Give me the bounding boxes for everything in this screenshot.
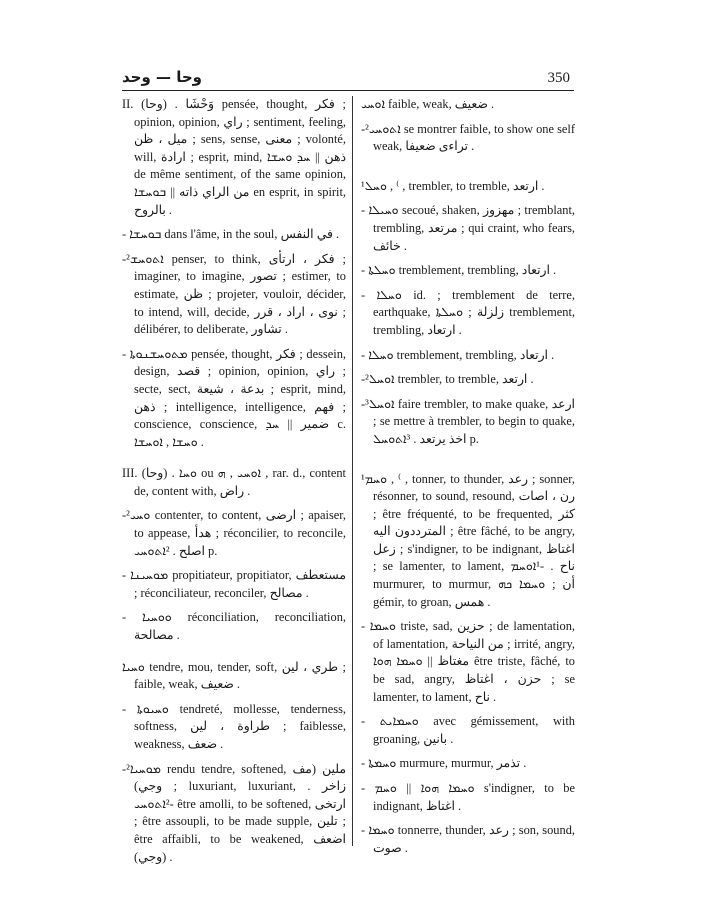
entry-murmure: - ܘܚܡܬܐ murmure, murmur, تذمر . bbox=[361, 756, 527, 771]
entry-trembler: ¹ܘܚܠ , ⁽ , trembler, to tremble, ارتعد . bbox=[361, 178, 545, 193]
column-divider bbox=[352, 96, 353, 846]
entry-s-indigner: - ܘܚܡܐ ܗܘܐ || ܘܚܡ s'indigner, to be indignant, اغتاظ . bbox=[361, 781, 575, 813]
right-column bbox=[361, 96, 575, 864]
page-header bbox=[122, 66, 574, 91]
entry-tremblement: - ܘܚܠܬܐ tremblement, trembling, ارتعاد . bbox=[361, 263, 557, 278]
entry-penser: -²ܐܬܘܚܫ penser, to think, فكر ، ارتأى ; imaginer, to imagine, تصور ; estimer, to estimate, ظن ; projeter, vouloir, décider, to intend, will, decide, نوى ، اراد ، قرر ; délibérer, to deliberate, تشاور . bbox=[122, 251, 347, 337]
entry-tonnerre: - ܘܚܡܐ tonnerre, thunder, رعد ; son, sound, صوت . bbox=[361, 823, 575, 855]
entry-content-de: III. (وحا) . ܘܚܐ ou ܐܘܚܝ , ܗ , rar. d., content de, content with, راض . bbox=[122, 466, 346, 498]
entry-tendrete: - ܘܚܝܘܬܐ tendreté, mollesse, tenderness, softness, طراوة ، لين ; faiblesse, weakness, ضعف . bbox=[122, 701, 346, 751]
entry-rendu-tendre: -²ܡܘܚܝܐ rendu tendre, softened, ملين (مف وجي) ; luxuriant, luxuriant, زاخر . -²ܐܬܘܚܝ être amolli, to be softened, ارتخى ; être assoupli, to be made supple, تلين ; être affaibli, to be weakened, اضعف (وجي) . bbox=[122, 761, 346, 864]
entry-faible: ܐܘܚܝ faible, weak, ضعيف . bbox=[361, 97, 495, 111]
left-column bbox=[122, 96, 346, 873]
entry-tonner: ¹ܘܚܡ , ⁽ , tonner, to thunder, رعد ; sonner, résonner, to sound, resound, رن ، اصات ; être fréquenté, to be frequented, كثر المترددون اليه ; être fâché, to be angry, زعل ; s'indigner, to be indignant, اغتاظ ; se lamenter, to lament, ناح . -¹ܐܘܚܡ murmurer, to murmur, أن ; ܘܚܡܐ ܟܗ gémir, to groan, همس . bbox=[361, 471, 575, 609]
entry-dans-l-ame: - ܒܘܚܫܐ dans l'âme, in the soul, في النفس . bbox=[122, 227, 340, 242]
running-head: وحا — وحد bbox=[122, 68, 203, 86]
entry-secoue: - ܘܚܝܠܐ secoué, shaken, مهزوز ; tremblant, trembling, مرتعد ; qui craint, who fears, خائف . bbox=[361, 203, 576, 253]
entry-propitiateur: - ܡܘܚܝܢܐ propitiateur, propitiator, مستعطف ; réconciliateur, reconciler, مصالح . bbox=[122, 568, 346, 600]
entry-pensee-dessein: - ܡܬܘܚܫܢܘܬܐ pensée, thought, فكر ; dessein, design, قصد ; opinion, opinion, راي ; secte, sect, بدعة ، شيعة ; esprit, mind, ذهن ; intelligence, intelligence, فهم ; conscience, conscience, ضمير || ܚܕ c. ܘܚܫܐ , ܐܘܚܫܐ . bbox=[122, 346, 347, 449]
entry-tendre: ܘܚܝܐ tendre, mou, tender, soft, طري ، لين ; faible, weak, ضعيف . bbox=[122, 659, 346, 692]
entry-trembler-2: -²ܐܘܚܠ trembler, to tremble, ارتعد . bbox=[361, 372, 534, 387]
entry-tremblement-2: - ܘܚܠܐ tremblement, trembling, ارتعاد . bbox=[361, 347, 555, 362]
entry-triste: - ܘܚܡܐ triste, sad, حزين ; de lamentation, of lamentation, من النياحة ; irrité, angry, مغتاظ || ܘܚܡܐ ܗܘܐ être triste, fâché, to be sad, angry, حزن ، اغتاظ ; se lamenter, to lament, ناح . bbox=[361, 619, 576, 704]
entry-contenter: -²ܘܚܝ contenter, to content, ارضى ; apaiser, to appease, هدأ ; réconcilier, to reconcile, اصلح . ²ܐܬܘܚܝ p. bbox=[122, 508, 346, 558]
entry-tremblement-de-terre: - ܘܚܠܐ id. ; tremblement de terre, earthquake, زلزلة ; ܘܚܠܬܐ tremblement, trembling, ارتعاد . bbox=[361, 287, 575, 337]
entry-avec-gemissement: - ܘܚܡܐܝܬ avec gémissement, with groaning, بانين . bbox=[361, 714, 575, 746]
entry-se-montrer-faible: -²ܐܬܘܚܝ se montrer faible, to show one self weak, تراءى ضعيفا . bbox=[361, 121, 575, 154]
entry-wahsha-pensee: II. (وحا) . وَحْشَا pensée, thought, فكر ; opinion, opinion, راي ; sentiment, feeling, ميل ، ظن ; sens, sense, معنى ; volonté, will, ارادة ; esprit, mind, ذهن || ܚܕ ܘܚܫܐ de même sentiment, of the same opinion, من الراي ذاته || ܒܘܚܫܐ en esprit, in spirit, بالروح . bbox=[122, 97, 347, 217]
entry-faire-trembler: -³ܐܘܚܠ faire trembler, to make quake, ارعد ; se mettre à trembler, to begin to quake, اخذ يرتعد . ³ܐܬܘܚܠ p. bbox=[361, 396, 575, 446]
page-number: 350 bbox=[547, 70, 570, 86]
entry-reconciliation: - ܘܘܚܝܐ réconciliation, reconciliation, مصالحة . bbox=[122, 610, 346, 643]
